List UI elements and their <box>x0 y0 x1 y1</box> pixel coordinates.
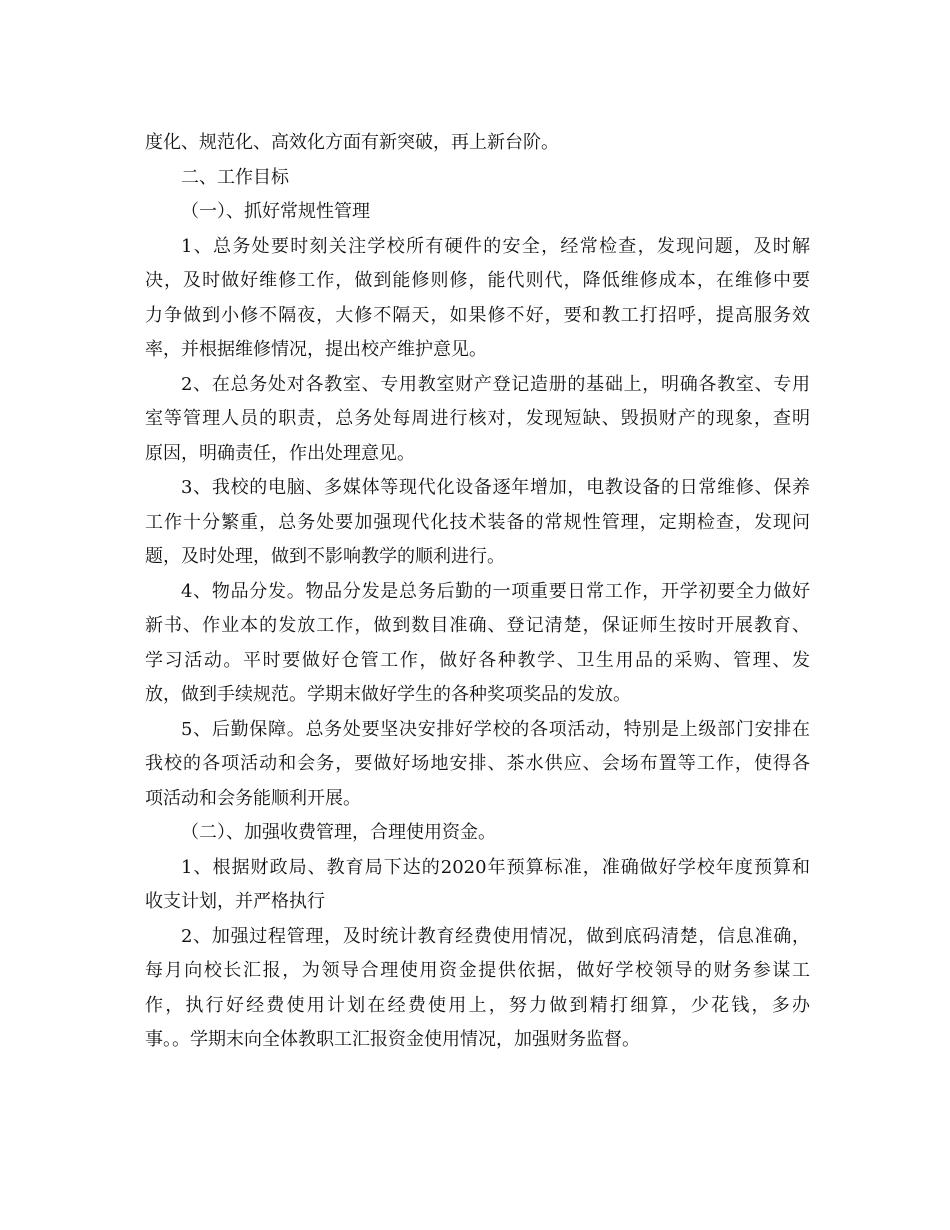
text-line: 每月向校长汇报，为领导合理使用资金提供依据，做好学校领导的财务参谋工 <box>145 960 810 981</box>
text-line: 4、物品分发。物品分发是总务后勤的一项重要日常工作，开学初要全力做好 <box>181 580 810 602</box>
text-line: 2、加强过程管理，及时统计教育经费使用情况，做到底码清楚，信息准确， <box>181 925 810 947</box>
text-line: 室等管理人员的职责，总务处每周进行核对，发现短缺、毁损财产的现象，查明 <box>145 408 810 429</box>
text-line: 1、根据财政局、教育局下达的2020年预算标准，准确做好学校年度预算和 <box>181 856 810 878</box>
text-line: 收支计划，并严格执行 <box>145 891 325 912</box>
text-line: 率，并根据维修情况，提出校产维护意见。 <box>145 339 487 360</box>
text-line: 题，及时处理，做到不影响教学的顺利进行。 <box>145 546 505 567</box>
text-line: 3、我校的电脑、多媒体等现代化设备逐年增加，电教设备的日常维修、保养 <box>181 477 810 498</box>
text-line: 事。。学期末向全体教职工汇报资金使用情况，加强财务监督。 <box>145 1029 640 1050</box>
text-line: 作，执行好经费使用计划在经费使用上，努力做到精打细算，少花钱，多办 <box>145 994 810 1016</box>
text-line: 决，及时做好维修工作，做到能修则修，能代则代，降低维修成本，在维修中要 <box>145 270 810 291</box>
text-line: 工作十分繁重，总务处要加强现代化技术装备的常规性管理，定期检查，发现问 <box>145 511 810 533</box>
text-line: 1、总务处要时刻关注学校所有硬件的安全，经常检查，发现问题，及时解 <box>181 235 810 257</box>
text-line: 项活动和会务能顺利开展。 <box>145 787 361 809</box>
document-body <box>145 126 810 1058</box>
text-line: 度化、规范化、高效化方面有新突破，再上新台阶。 <box>145 132 559 153</box>
text-line: 2、在总务处对各教室、专用教室财产登记造册的基础上，明确各教室、专用 <box>181 373 810 395</box>
text-line: 力争做到小修不隔夜，大修不隔天，如果修不好，要和教工打招呼，提高服务效 <box>145 304 810 326</box>
text-line: 放，做到手续规范。学期末做好学生的各种奖项奖品的发放。 <box>145 684 631 705</box>
text-line: 学习活动。平时要做好仓管工作，做好各种教学、卫生用品的采购、管理、发 <box>145 649 810 671</box>
subsection-heading: （一）、抓好常规性管理 <box>181 201 370 222</box>
subsection-heading: （二）、加强收费管理，合理使用资金。 <box>181 822 496 843</box>
text-line: 我校的各项活动和会务，要做好场地安排、茶水供应、会场布置等工作，使得各 <box>145 753 810 774</box>
text-line: 5、后勤保障。总务处要坚决安排好学校的各项活动，特别是上级部门安排在 <box>181 718 810 740</box>
text-line: 原因，明确责任，作出处理意见。 <box>145 442 415 464</box>
section-heading: 二、工作目标 <box>181 166 289 188</box>
text-line: 新书、作业本的发放工作，做到数目准确、登记清楚，保证师生按时开展教育、 <box>145 615 810 636</box>
